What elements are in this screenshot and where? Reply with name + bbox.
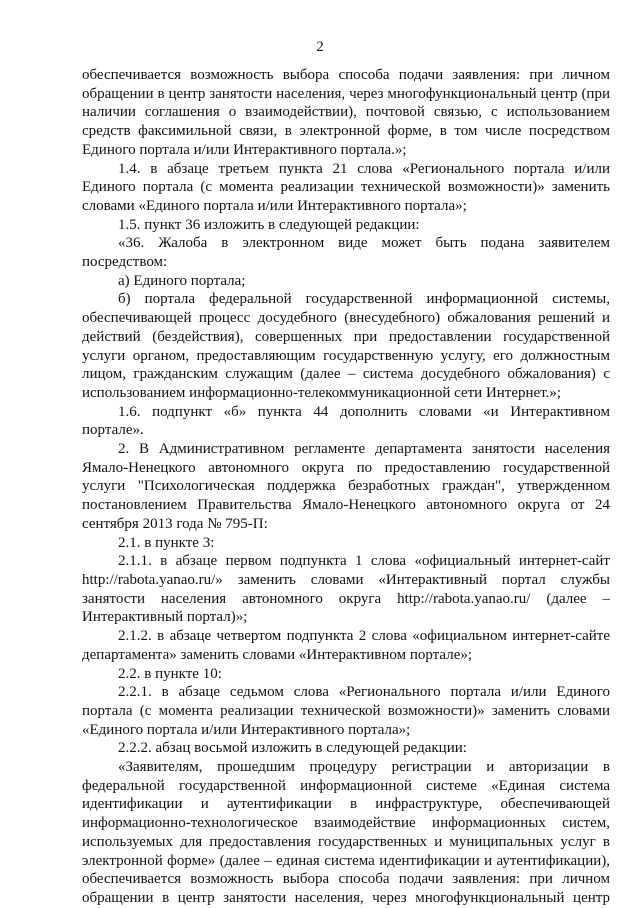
paragraph-36-a: а) Единого портала; <box>118 272 246 289</box>
page-number: 2 <box>316 39 324 55</box>
paragraph-2-2-2: 2.2.2. абзац восьмой изложить в следующей редакции: <box>118 740 467 757</box>
document-body <box>82 66 610 908</box>
paragraph-2-1-2: 2.1.2. в абзаце четвертом подпункта 2 слова «официальном интернет-сайте департамента» заменить словами «Интерактивном портале»; <box>82 628 610 663</box>
paragraph-quoted-applicants: «Заявителям, прошедшим процедуру регистрации и авторизации в федеральной государственной информационной системе «Единая система идентификации и аутентификации в инфраструктуре, обеспечивающей информационно-технологическое взаимодействие информационных систем, используемых для предоставления государственных и муниципальных услуг в электронной форме» (далее – единая система идентификации и аутентификации), обеспечивается возможность выбора способа подачи заявления: при личном обращении в центр занятости населения, через многофункциональный центр <box>82 759 610 906</box>
paragraph-2-2-1: 2.2.1. в абзаце седьмом слова «Регионального портала и/или Единого портала (с момента реализации технической возможности)» заменить словами «Единого портала и/или Интерактивного портала»; <box>82 684 610 738</box>
paragraph-2-1: 2.1. в пункте 3: <box>118 534 215 551</box>
paragraph-continuation: обеспечивается возможность выбора способа подачи заявления: при личном обращении в центр занятости населения, через многофункциональный центр (при наличии соглашения о взаимодействии), почтовой связью, с использованием средств факсимильной связи, в электронной форме, в том числе посредством Единого портала и/или Интерактивного портала.»; <box>82 67 610 158</box>
paragraph-36-b: б) портала федеральной государственной информационной системы, обеспечивающей процесс досудебного (внесудебного) обжалования решений и действий (бездействия), совершенных при предоставлении государственной услуги органом, предоставляющим государственную услугу, его должностным лицом, гражданским служащим (далее – система досудебного обжалования) с использованием информационно-телекоммуникационной сети Интернет.»; <box>82 291 610 401</box>
paragraph-1-4: 1.4. в абзаце третьем пункта 21 слова «Регионального портала и/или Единого портала (с момента реализации технической возможности)» заменить словами «Единого портала и/или Интерактивного портала»; <box>82 160 610 214</box>
paragraph-1-5: 1.5. пункт 36 изложить в следующей редакции: <box>118 216 420 233</box>
paragraph-2-1-1: 2.1.1. в абзаце первом подпункта 1 слова «официальный интернет-сайт http://rabota.yanao.ru/» заменить словами «Интерактивный портал службы занятости населения автономного округа http://rabota.yanao.ru/ (далее – Интерактивный портал)»; <box>82 553 610 626</box>
paragraph-1-6: 1.6. подпункт «б» пункта 44 дополнить словами «и Интерактивном портале». <box>82 403 610 439</box>
paragraph-2-2: 2.2. в пункте 10: <box>118 665 222 682</box>
paragraph-36-intro: «36. Жалоба в электронном виде может быть подана заявителем посредством: <box>82 235 610 271</box>
paragraph-2: 2. В Административном регламенте департамента занятости населения Ямало-Ненецкого автономного округа по предоставлению государственной услуги "Психологическая поддержка безработных граждан", утвержденном постановлением Правительства Ямало-Ненецкого автономного округа от 24 сентября 2013 года № 795-П: <box>82 441 610 532</box>
